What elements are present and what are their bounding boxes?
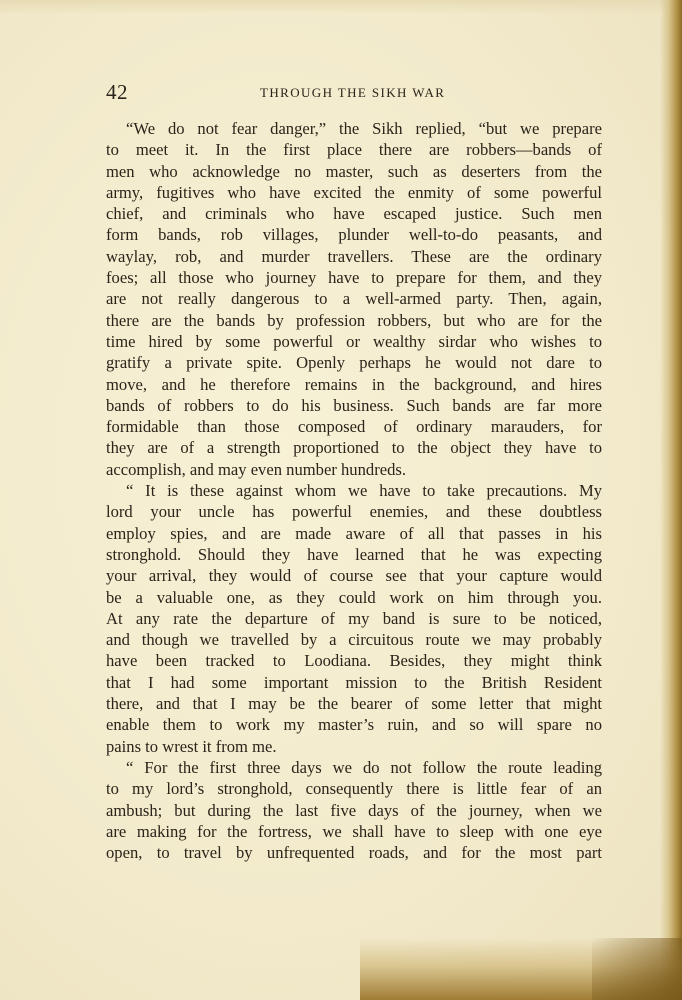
running-head: THROUGH THE SIKH WAR	[260, 85, 446, 100]
text-line: are making for the fortress, we shall have to sleep with one eye	[106, 821, 602, 841]
text-line: have been tracked to Loodiana. Besides, they might think	[106, 651, 602, 671]
text-line: “ For the first three days we do not follow the route leading	[126, 757, 602, 777]
text-line: employ spies, and are made aware of all that passes in his	[106, 523, 602, 543]
text-line: At any rate the departure of my band is sure to be noticed,	[106, 608, 602, 628]
page-corner-shadow	[592, 938, 682, 1000]
text-line: “ It is these against whom we have to take precautions. My	[126, 481, 602, 501]
text-line: chief, and criminals who have escaped justice. Such men	[106, 204, 602, 224]
text-line: ambush; but during the last five days of the journey, when we	[106, 800, 602, 820]
text-line: foes; all those who journey have to prepare for them, and they	[106, 268, 602, 288]
text-line: pains to wrest it from me.	[106, 736, 277, 756]
text-line: formidable than those composed of ordinary marauders, for	[106, 417, 602, 437]
text-line: and though we travelled by a circuitous route we may probably	[106, 630, 602, 650]
text-line: waylay, rob, and murder travellers. These are the ordinary	[106, 246, 602, 266]
text-line: there, and that I may be the bearer of some letter that might	[106, 694, 602, 714]
text-line: there are the bands by profession robbers, but who are for the	[106, 310, 602, 330]
text-line: form bands, rob villages, plunder well-to-do peasants, and	[106, 225, 602, 245]
page-right-edge-shadow	[660, 0, 682, 1000]
text-line: open, to travel by unfrequented roads, and for the most part	[106, 843, 602, 863]
text-line: to my lord’s stronghold, consequently there is little fear of an	[106, 779, 602, 799]
text-line: lord your uncle has powerful enemies, and these doubtless	[106, 502, 602, 522]
body-text	[106, 118, 602, 863]
page-number: 42	[106, 80, 128, 104]
text-line: enable them to work my master’s ruin, and so will spare no	[106, 715, 602, 735]
text-line: accomplish, and may even number hundreds.	[106, 459, 406, 479]
text-line: move, and he therefore remains in the background, and hires	[106, 374, 602, 394]
text-line: they are of a strength proportioned to the object they have to	[106, 438, 602, 458]
text-line: your arrival, they would of course see that your capture would	[106, 566, 602, 586]
page-header	[106, 80, 602, 104]
text-line: that I had some important mission to the British Resident	[106, 672, 602, 692]
text-line: to meet it. In the first place there are robbers—bands of	[106, 140, 602, 160]
text-line: “We do not fear danger,” the Sikh replied, “but we prepare	[126, 119, 602, 138]
text-line: army, fugitives who have excited the enmity of some powerful	[106, 182, 602, 202]
text-line: men who acknowledge no master, such as deserters from the	[106, 161, 602, 181]
text-line: are not really dangerous to a well-armed party. Then, again,	[106, 289, 602, 309]
text-line: bands of robbers to do his business. Such bands are far more	[106, 395, 602, 415]
text-line: gratify a private spite. Openly perhaps he would not dare to	[106, 353, 602, 373]
text-line: time hired by some powerful or wealthy sirdar who wishes to	[106, 331, 602, 351]
text-line: stronghold. Should they have learned that he was expecting	[106, 544, 602, 564]
page-top-shadow	[0, 0, 682, 14]
text-line: be a valuable one, as they could work on him through you.	[106, 587, 602, 607]
